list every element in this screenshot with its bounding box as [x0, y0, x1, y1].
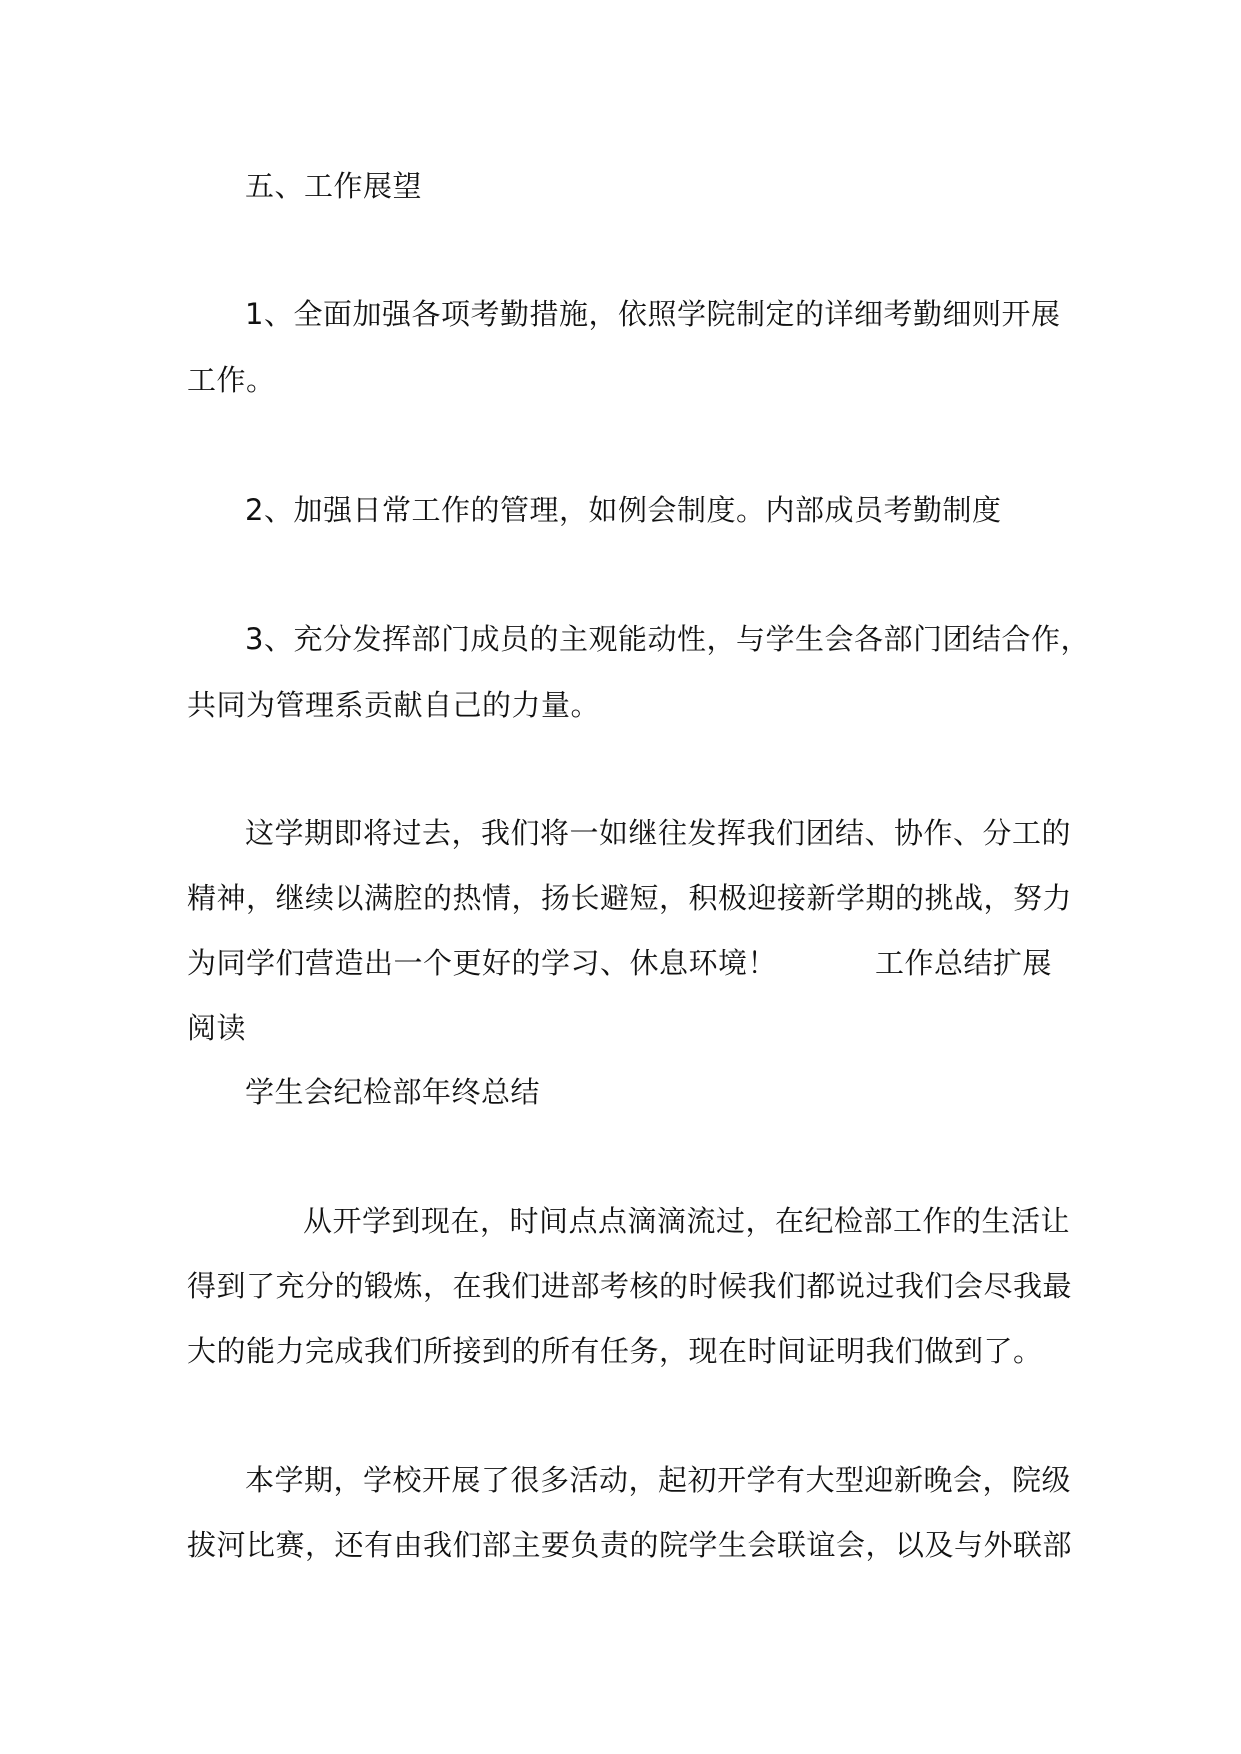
- closing-line4: 阅读: [187, 1011, 247, 1045]
- item2-line1: 2、加强日常工作的管理，如例会制度。内部成员考勤制度: [245, 493, 1002, 527]
- para1-line1: 从开学到现在，时间点点滴滴流过，在纪检部工作的生活让: [303, 1204, 1071, 1238]
- item1-line1: 1、全面加强各项考勤措施，依照学院制定的详细考勤细则开展: [245, 297, 1061, 331]
- item1-line2: 工作。: [187, 363, 276, 397]
- para2-line1: 本学期，学校开展了很多活动，起初开学有大型迎新晚会，院级: [245, 1463, 1072, 1497]
- closing-line2: 精神，继续以满腔的热情，扬长避短，积极迎接新学期的挑战，努力: [187, 881, 1073, 915]
- item3-line1: 3、充分发挥部门成员的主观能动性，与学生会各部门团结合作，: [245, 622, 1090, 656]
- para1-line3: 大的能力完成我们所接到的所有任务，现在时间证明我们做到了。: [187, 1334, 1043, 1368]
- section-heading: 五、工作展望: [245, 169, 423, 203]
- closing-line1: 这学期即将过去，我们将一如继往发挥我们团结、协作、分工的: [245, 816, 1072, 850]
- extended-title: 学生会纪检部年终总结: [245, 1075, 541, 1109]
- closing-line3-right: 工作总结扩展: [875, 946, 1053, 980]
- para1-line2: 得到了充分的锻炼，在我们进部考核的时候我们都说过我们会尽我最: [187, 1269, 1073, 1303]
- para2-line2: 拔河比赛，还有由我们部主要负责的院学生会联谊会，以及与外联部: [187, 1528, 1073, 1562]
- item3-line2: 共同为管理系贡献自己的力量。: [187, 688, 601, 722]
- closing-line3-left: 为同学们营造出一个更好的学习、休息环境！: [187, 946, 778, 980]
